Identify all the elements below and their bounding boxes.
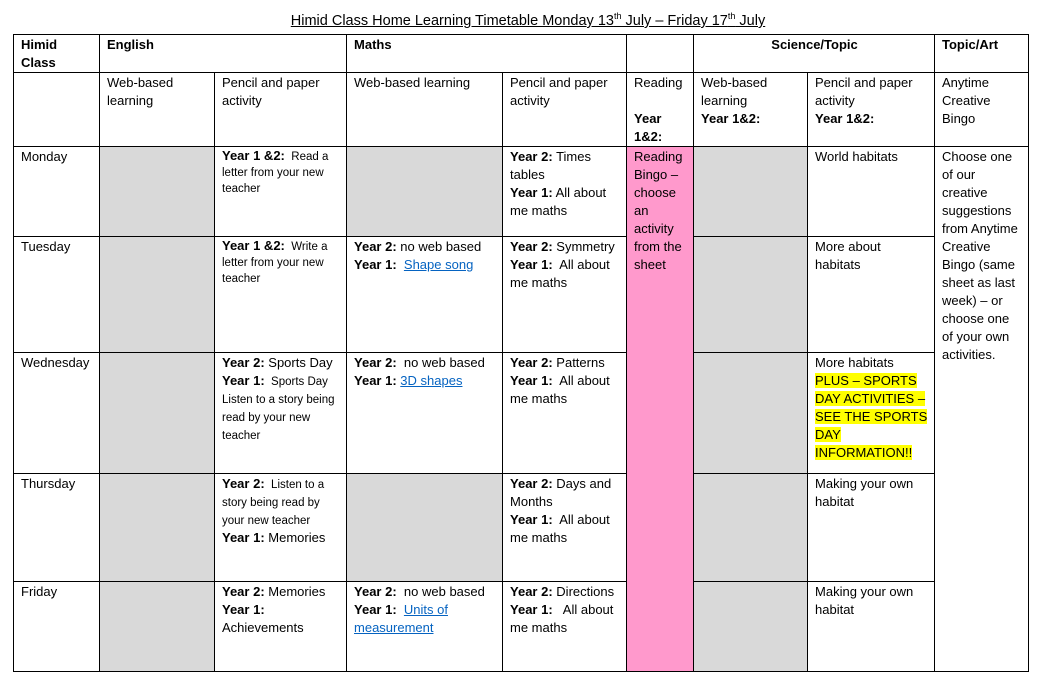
tuesday-english-web	[100, 237, 215, 353]
header-maths: Maths	[347, 35, 627, 73]
tuesday-english-pencil: Year 1 &2: Write a letter from your new teacher	[215, 237, 347, 353]
subheader-science-web	[694, 73, 808, 147]
thursday-maths-web	[347, 474, 503, 582]
tuesday-maths-pencil: Year 2: Symmetry Year 1: All about me maths	[503, 237, 627, 353]
tuesday-science-pencil: More about habitats	[808, 237, 935, 353]
units-of-measurement-link[interactable]: Units of measurement	[354, 602, 448, 635]
subheader-maths-pencil: Pencil and paper activity	[503, 73, 627, 147]
header-topic-art: Topic/Art	[935, 35, 1029, 73]
subheader-reading-label: Reading	[634, 75, 683, 90]
tuesday-science-web	[694, 237, 808, 353]
header-science: Science/Topic	[694, 35, 935, 73]
friday-science-pencil: Making your own habitat	[808, 582, 935, 672]
subheader-maths-web: Web-based learning	[347, 73, 503, 147]
wednesday-maths-web: Year 2: no web based Year 1: 3D shapes	[347, 353, 503, 474]
thursday-english-web	[100, 474, 215, 582]
shape-song-link[interactable]: Shape song	[403, 257, 474, 272]
monday-english-web	[100, 147, 215, 237]
subheader-science-pencil-year: Year 1&2:	[815, 111, 875, 126]
subheader-english-web: Web-based learning	[100, 73, 215, 147]
wednesday-maths-pencil: Year 2: Patterns Year 1: All about me maths	[503, 353, 627, 474]
timetable	[13, 34, 1029, 672]
wednesday-english-web	[100, 353, 215, 474]
friday-english-pencil: Year 2: Memories Year 1: Achievements	[215, 582, 347, 672]
reading-cell: Reading Bingo – choose an activity from the sheet	[627, 147, 694, 672]
monday-english-pencil: Year 1 &2: Read a letter from your new teacher	[215, 147, 347, 237]
3d-shapes-link[interactable]: 3D shapes	[400, 373, 463, 388]
header-class: Himid Class	[14, 35, 100, 73]
day-tuesday: Tuesday	[14, 237, 100, 353]
day-friday: Friday	[14, 582, 100, 672]
friday-science-web	[694, 582, 808, 672]
subheader-reading-year: Year 1&2:	[634, 111, 663, 144]
subheader-english-pencil: Pencil and paper activity	[215, 73, 347, 147]
day-monday: Monday	[14, 147, 100, 237]
tuesday-maths-web: Year 2: no web based Year 1: Shape song	[347, 237, 503, 353]
monday-maths-pencil: Year 2: Times tables Year 1: All about me maths	[503, 147, 627, 237]
monday-maths-web	[347, 147, 503, 237]
monday-science-pencil: World habitats	[808, 147, 935, 237]
subheader-topic-art: Anytime Creative Bingo	[935, 73, 1029, 147]
wednesday-science-web	[694, 353, 808, 474]
day-thursday: Thursday	[14, 474, 100, 582]
wednesday-science-pencil: More habitats PLUS – SPORTS DAY ACTIVITIES – SEE THE SPORTS DAY INFORMATION!!	[808, 353, 935, 474]
subheader-blank	[14, 73, 100, 147]
monday-science-web	[694, 147, 808, 237]
thursday-maths-pencil: Year 2: Days and Months Year 1: All about me maths	[503, 474, 627, 582]
sports-day-highlight: PLUS – SPORTS DAY ACTIVITIES – SEE THE SPORTS DAY INFORMATION!!	[815, 373, 928, 460]
subheader-science-pencil	[808, 73, 935, 147]
subheader-science-pencil-label: Pencil and paper activity	[815, 75, 913, 108]
topic-art-cell: Choose one of our creative suggestions from Anytime Creative Bingo (same sheet as last week) – or choose one of your own activities.	[935, 147, 1029, 672]
thursday-science-web	[694, 474, 808, 582]
friday-maths-pencil: Year 2: Directions Year 1: All about me maths	[503, 582, 627, 672]
header-reading-blank	[627, 35, 694, 73]
subheader-science-web-year: Year 1&2:	[701, 111, 761, 126]
thursday-science-pencil: Making your own habitat	[808, 474, 935, 582]
friday-maths-web: Year 2: no web based Year 1: Units of measurement	[347, 582, 503, 672]
friday-english-web	[100, 582, 215, 672]
thursday-english-pencil: Year 2: Listen to a story being read by your new teacher Year 1: Memories	[215, 474, 347, 582]
day-wednesday: Wednesday	[14, 353, 100, 474]
header-english: English	[100, 35, 347, 73]
subheader-reading	[627, 73, 694, 147]
subheader-science-web-label: Web-based learning	[701, 75, 768, 108]
wednesday-english-pencil: Year 2: Sports Day Year 1: Sports Day Listen to a story being read by your new teacher	[215, 353, 347, 474]
page-title: Himid Class Home Learning Timetable Monday 13th July – Friday 17th July	[290, 11, 766, 29]
